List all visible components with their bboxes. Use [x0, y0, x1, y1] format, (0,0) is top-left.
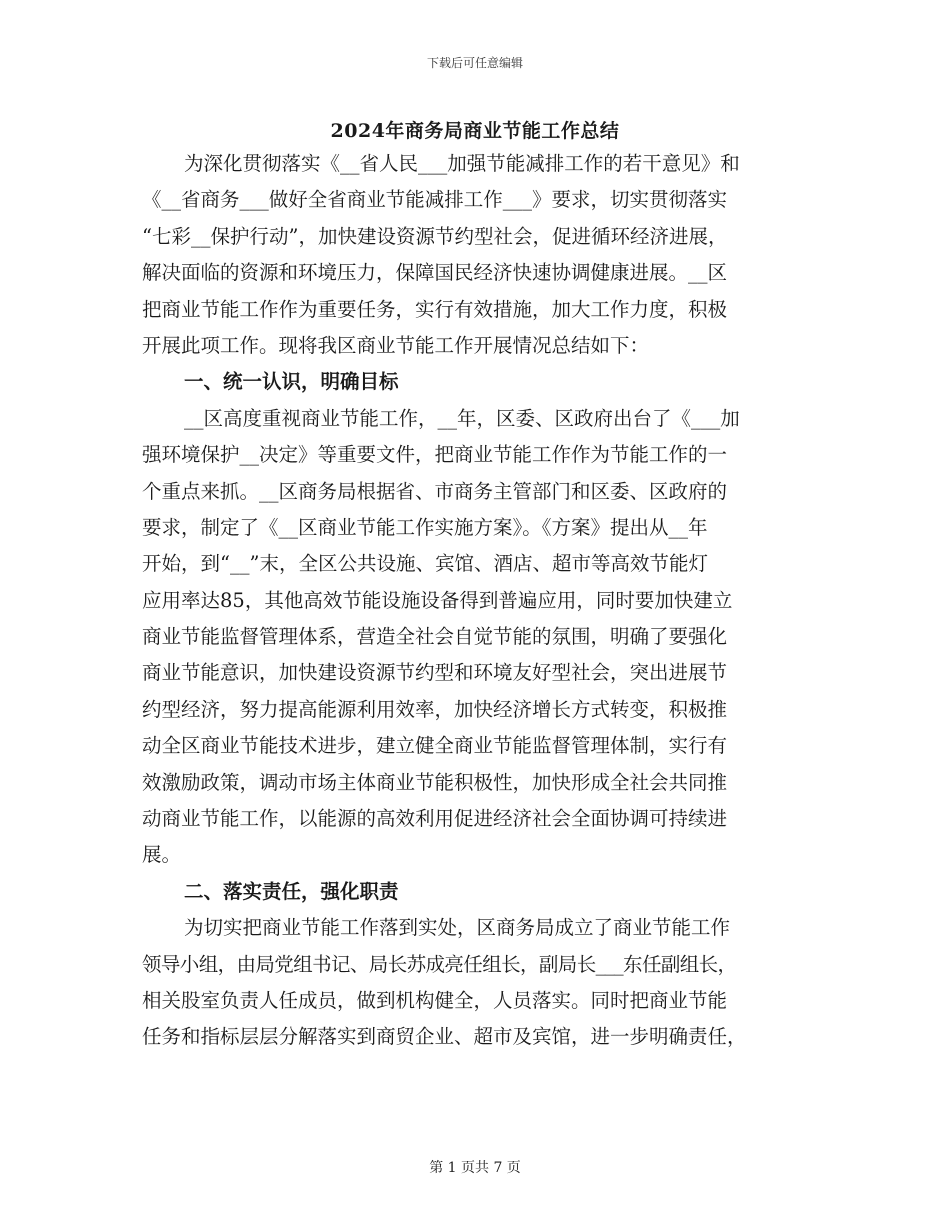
- paragraph-line: “七彩__保护行动”，加快建设资源节约型社会，促进循环经济进展，: [142, 224, 728, 248]
- paragraph-line: 为切实把商业节能工作落到实处，区商务局成立了商业节能工作: [184, 916, 731, 940]
- paragraph-line: 约型经济，努力提高能源利用效率，加快经济增长方式转变，积极推: [142, 697, 728, 721]
- document-body: [142, 146, 818, 1056]
- paragraph-line: 强环境保护__决定》等重要文件，把商业节能工作作为节能工作的一: [142, 443, 728, 467]
- paragraph-line: 解决面临的资源和环境压力，保障国民经济快速协调健康进展。__区: [142, 261, 728, 285]
- paragraph-line: 应用率达85，其他高效节能设施设备得到普遍应用，同时要加快建立: [142, 588, 733, 612]
- paragraph-line: 效激励政策，调动市场主体商业节能积极性，加快形成全社会共同推: [142, 770, 728, 794]
- page-number: 第 1 页共 7 页: [429, 1160, 521, 1176]
- paragraph-line: 《__省商务___做好全省商业节能减排工作___》要求，切实贯彻落实: [142, 188, 728, 212]
- paragraph-line: 任务和指标层层分解落实到商贸企业、超市及宾馆，进一步明确责任，: [142, 1025, 747, 1049]
- paragraph-line: 开展此项工作。现将我区商业节能工作开展情况总结如下：: [142, 333, 650, 357]
- paragraph-line: 要求，制定了《__区商业节能工作实施方案》。《方案》提出从__年: [142, 515, 708, 539]
- section-heading: 二、落实责任，强化职责: [184, 879, 399, 903]
- paragraph-line: 开始，到“__”末，全区公共设施、宾馆、酒店、超市等高效节能灯: [142, 552, 708, 576]
- paragraph-line: 把商业节能工作作为重要任务，实行有效措施，加大工作力度，积极: [142, 297, 728, 321]
- paragraph-line: 动全区商业节能技术进步，建立健全商业节能监督管理体制，实行有: [142, 734, 728, 758]
- paragraph-line: 动商业节能工作，以能源的高效利用促进经济社会全面协调可持续进: [142, 807, 728, 831]
- section-heading: 一、统一认识，明确目标: [184, 370, 399, 394]
- paragraph-line: 展。: [142, 843, 182, 867]
- paragraph-line: 个重点来抓。__区商务局根据省、市商务主管部门和区委、区政府的: [142, 479, 728, 503]
- paragraph-line: 为深化贯彻落实《__省人民___加强节能减排工作的若干意见》和: [184, 152, 740, 175]
- document-title: 2024年商务局商业节能工作总结: [330, 120, 620, 142]
- paragraph-line: 商业节能意识，加快建设资源节约型和环境友好型社会，突出进展节: [142, 661, 728, 685]
- paragraph-line: 商业节能监督管理体系，营造全社会自觉节能的氛围，明确了要强化: [142, 625, 728, 649]
- header-note: 下载后可任意编辑: [426, 56, 523, 70]
- paragraph-line: __区高度重视商业节能工作，__年，区委、区政府出台了《___加: [184, 406, 740, 430]
- paragraph-line: 领导小组，由局党组书记、局长苏成亮任组长，副局长___东任副组长，: [142, 952, 737, 976]
- paragraph-line: 相关股室负责人任成员，做到机构健全，人员落实。同时把商业节能: [142, 988, 728, 1012]
